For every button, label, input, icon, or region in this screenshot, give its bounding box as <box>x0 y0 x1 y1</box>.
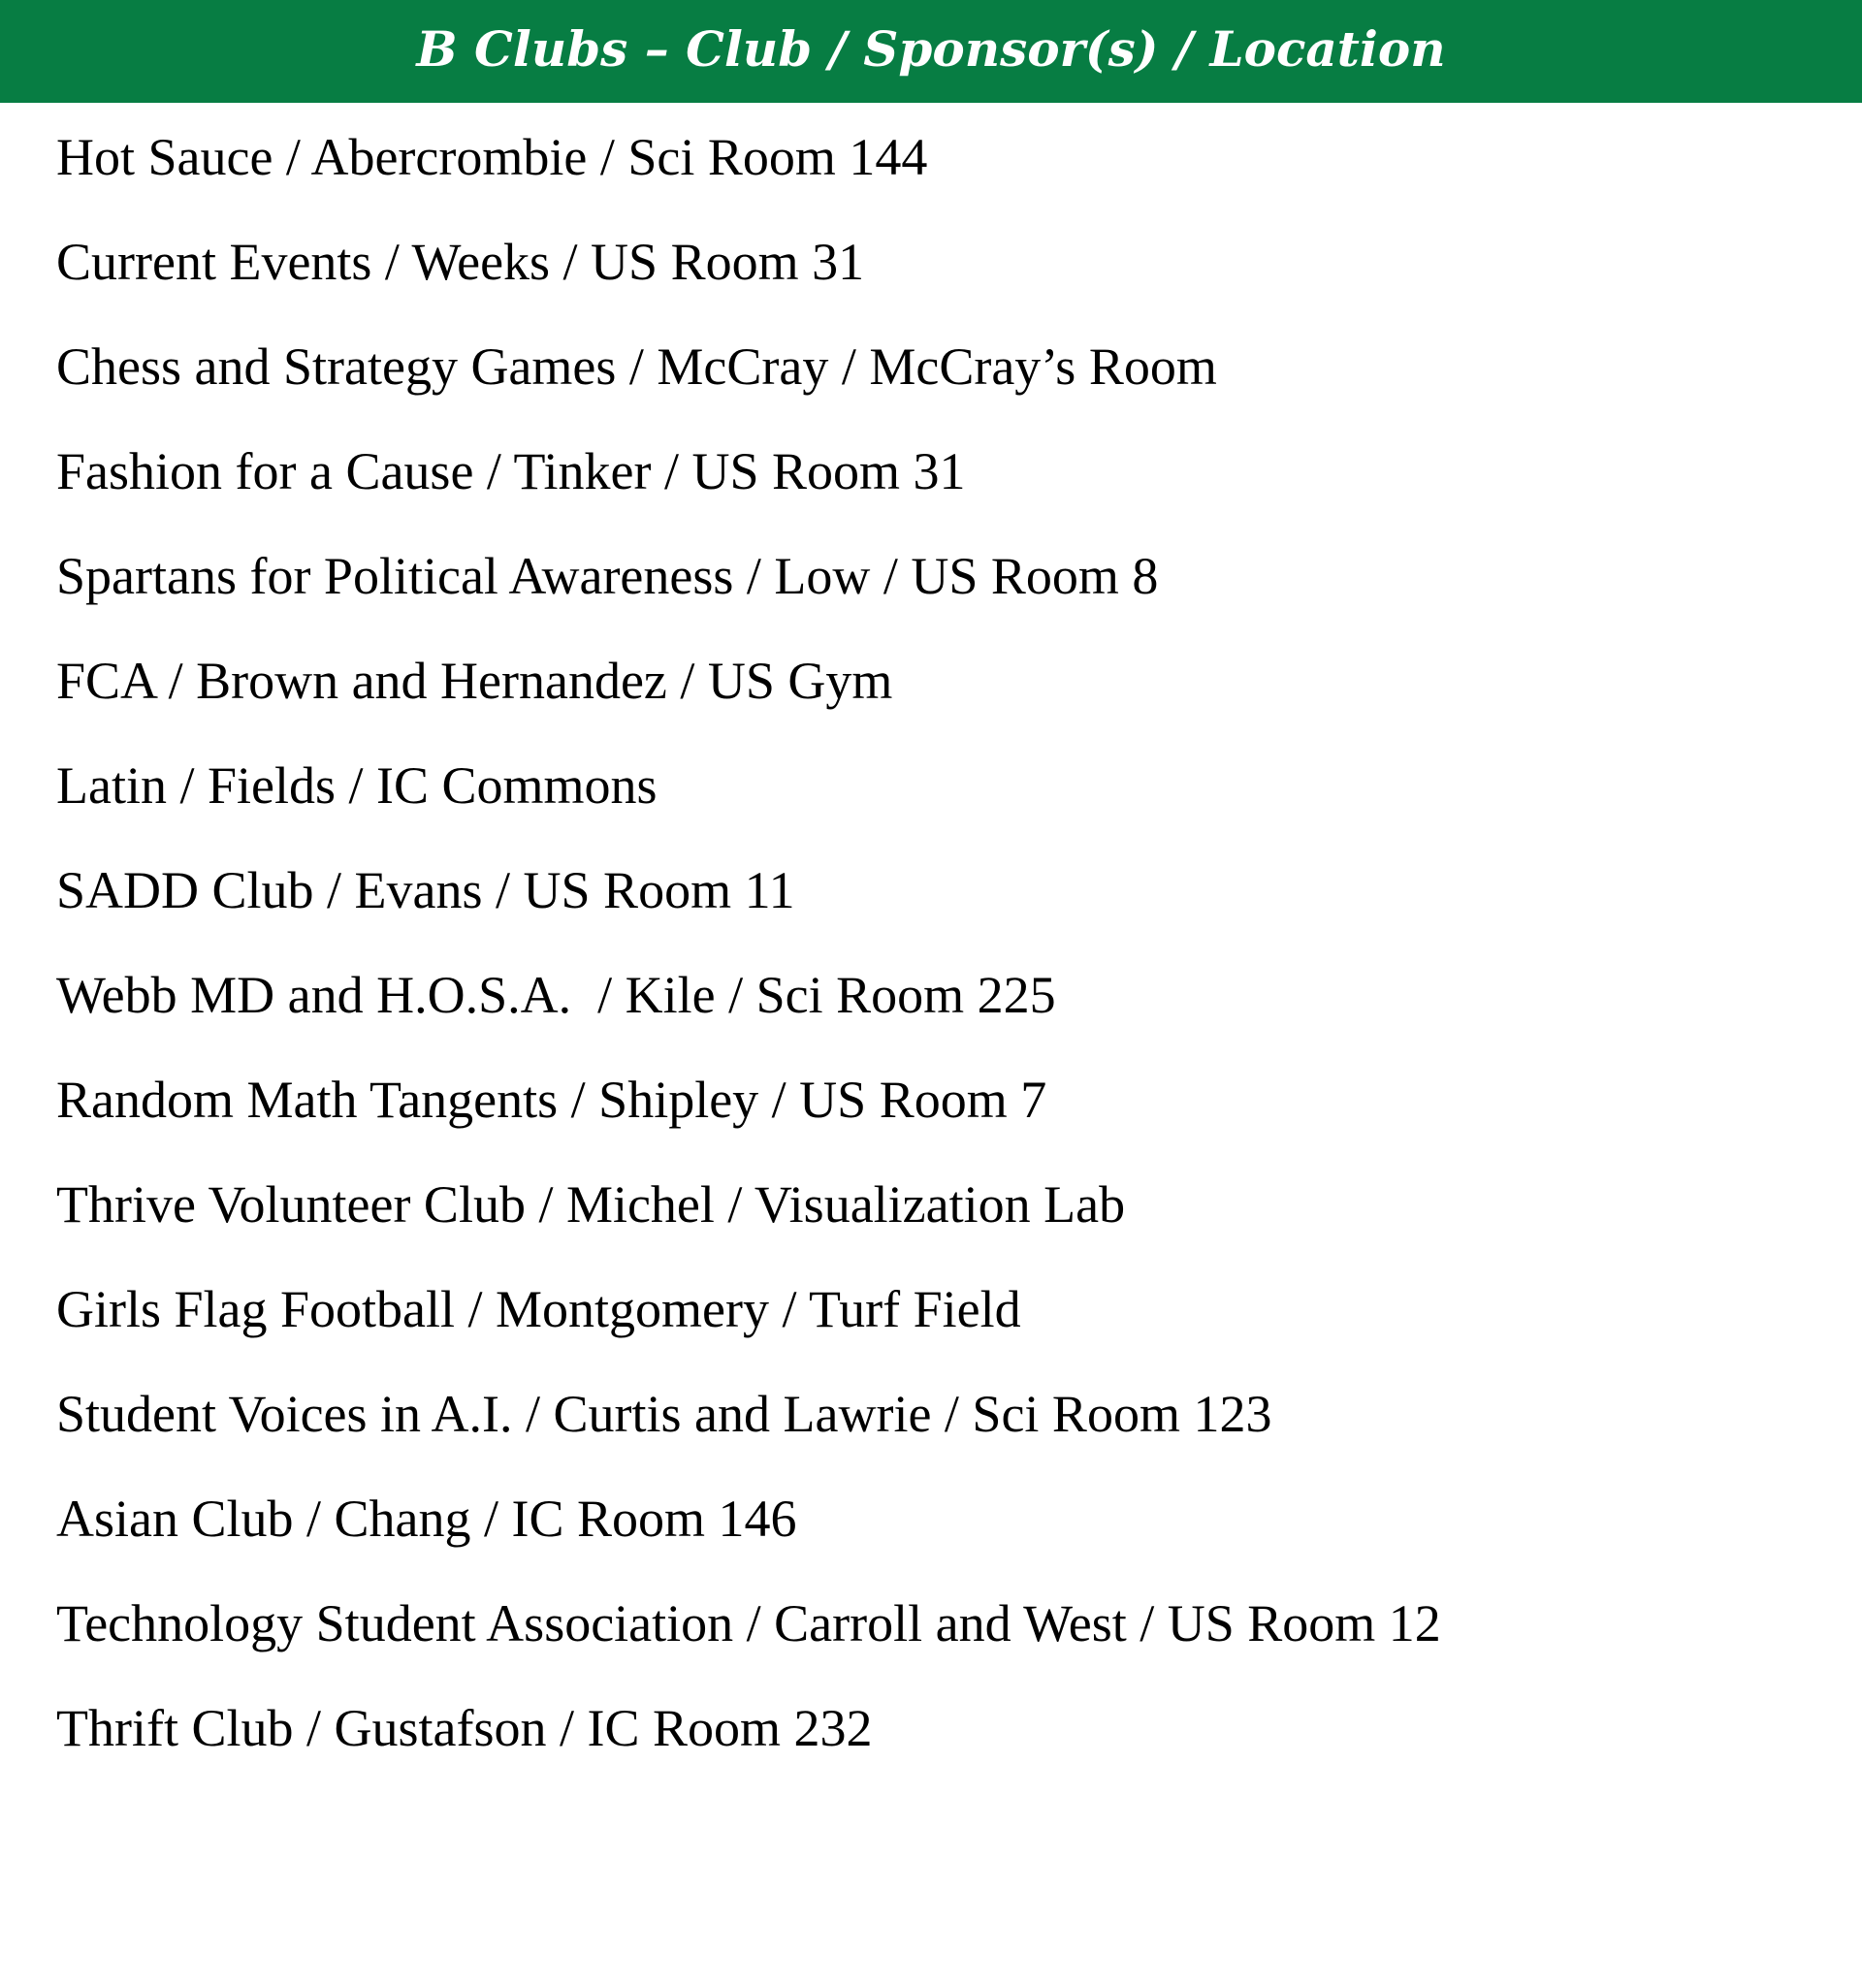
club-entry: Hot Sauce / Abercrombie / Sci Room 144 <box>56 128 928 186</box>
club-entry: Webb MD and H.O.S.A. / Kile / Sci Room 225 <box>56 966 1056 1024</box>
club-entry: Thrive Volunteer Club / Michel / Visualization Lab <box>56 1175 1126 1234</box>
club-entry: Latin / Fields / IC Commons <box>56 756 658 815</box>
club-entry: Girls Flag Football / Montgomery / Turf Field <box>56 1280 1021 1338</box>
club-list <box>56 105 1441 1780</box>
club-entry: Asian Club / Chang / IC Room 146 <box>56 1490 797 1548</box>
club-entry: Current Events / Weeks / US Room 31 <box>56 233 865 291</box>
page-title: B Clubs – Club / Sponsor(s) / Location <box>416 20 1446 78</box>
club-entry: SADD Club / Evans / US Room 11 <box>56 861 795 919</box>
club-entry: Fashion for a Cause / Tinker / US Room 31 <box>56 442 966 500</box>
club-entry: Student Voices in A.I. / Curtis and Lawrie / Sci Room 123 <box>56 1385 1272 1443</box>
club-entry: Technology Student Association / Carroll and West / US Room 12 <box>56 1594 1441 1652</box>
club-entry: Random Math Tangents / Shipley / US Room 7 <box>56 1071 1047 1129</box>
club-entry: Chess and Strategy Games / McCray / McCray’s Room <box>56 337 1217 396</box>
club-entry: Spartans for Political Awareness / Low / US Room 8 <box>56 547 1159 605</box>
club-entry: FCA / Brown and Hernandez / US Gym <box>56 652 893 710</box>
club-entry: Thrift Club / Gustafson / IC Room 232 <box>56 1699 873 1757</box>
header-banner <box>0 0 1862 103</box>
